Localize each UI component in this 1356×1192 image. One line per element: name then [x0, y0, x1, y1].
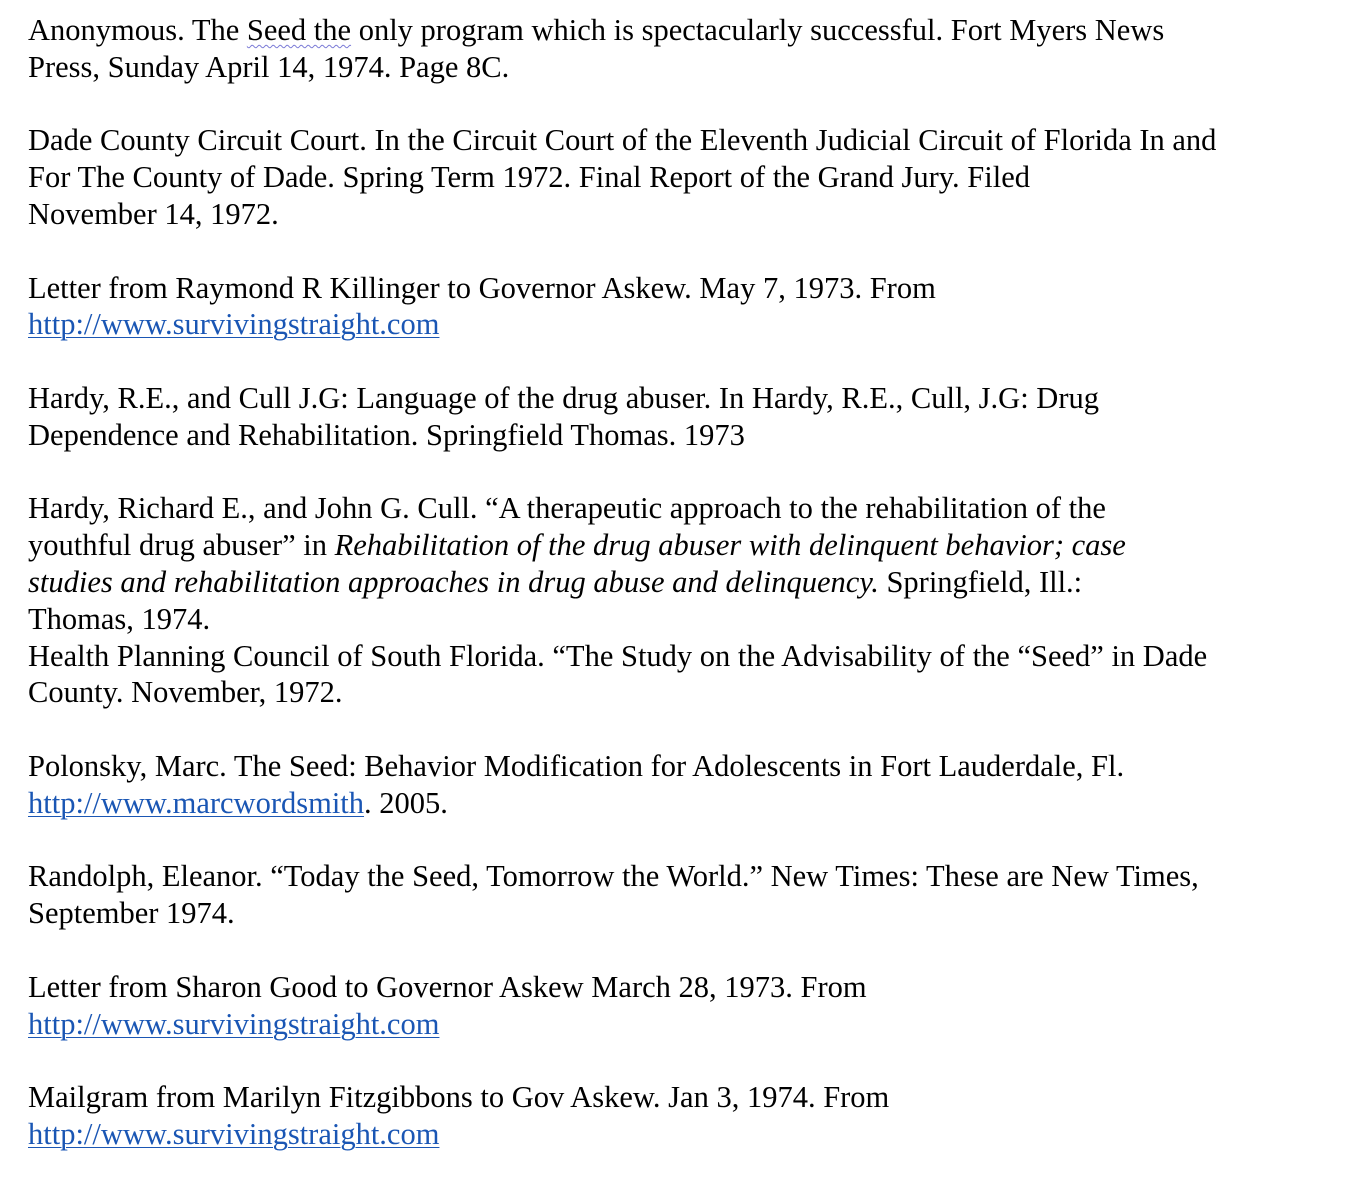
reference-good: [28, 969, 1338, 1043]
reference-line: For The County of Dade. Spring Term 1972. Final Report of the Grand Jury. Filed: [28, 160, 1030, 195]
reference-line: Press, Sunday April 14, 1974. Page 8C.: [28, 49, 510, 84]
spacer: [28, 86, 1338, 123]
surviving-straight-link[interactable]: http://www.survivingstraight.com: [28, 1006, 440, 1041]
reference-line: [28, 527, 1338, 564]
reference-dade: [28, 122, 1338, 232]
spacer: [28, 932, 1338, 969]
reference-anonymous: [28, 12, 1338, 86]
reference-line: [28, 306, 1338, 343]
reference-line: [28, 12, 1338, 49]
reference-line: [28, 1006, 1338, 1043]
reference-randolph: [28, 858, 1338, 932]
book-title: studies and rehabilitation approaches in drug abuse and delinquency.: [28, 564, 879, 599]
reference-line: Randolph, Eleanor. “Today the Seed, Tomorrow the World.” New Times: These are New Times,: [28, 859, 1199, 894]
spacer: [28, 233, 1338, 270]
reference-line: [28, 1116, 1338, 1153]
reference-hardy-1973: [28, 380, 1338, 454]
surviving-straight-link[interactable]: http://www.survivingstraight.com: [28, 307, 440, 342]
marcwordsmith-link[interactable]: http://www.marcwordsmith: [28, 785, 365, 820]
spacer: [28, 822, 1338, 859]
reference-line: Hardy, Richard E., and John G. Cull. “A therapeutic approach to the rehabilitation of the: [28, 491, 1106, 526]
spacer: [28, 711, 1338, 748]
reference-line: Letter from Sharon Good to Governor Askew March 28, 1973. From: [28, 969, 867, 1004]
reference-line: September 1974.: [28, 896, 235, 931]
reference-text: Anonymous. The: [28, 13, 247, 47]
reference-text: . 2005.: [364, 785, 448, 820]
reference-line: [28, 564, 1338, 601]
reference-text: only program which is spectacularly successful. Fort Myers News: [351, 13, 1165, 47]
spacer: [28, 1042, 1338, 1079]
spacer: [28, 343, 1338, 380]
reference-line: Hardy, R.E., and Cull J.G: Language of the drug abuser. In Hardy, R.E., Cull, J.G: Drug: [28, 380, 1099, 415]
reference-fitzgibbons: [28, 1079, 1338, 1153]
reference-line: Health Planning Council of South Florida. “The Study on the Advisability of the “Seed” in Dade: [28, 638, 1208, 673]
reference-line: Thomas, 1974.: [28, 601, 211, 636]
reference-line: [28, 785, 1338, 822]
reference-hardy-1974: [28, 490, 1338, 637]
reference-text: youthful drug abuser” in: [28, 528, 335, 563]
reference-health-planning: [28, 638, 1338, 712]
reference-line: Letter from Raymond R Killinger to Governor Askew. May 7, 1973. From: [28, 270, 936, 305]
reference-line: Dependence and Rehabilitation. Springfield Thomas. 1973: [28, 417, 745, 452]
references-list: [28, 12, 1338, 1153]
reference-killinger: [28, 270, 1338, 344]
book-title: Rehabilitation of the drug abuser with delinquent behavior; case: [334, 528, 1126, 563]
reference-polonsky: [28, 748, 1338, 822]
reference-text: Springfield, Ill.:: [878, 564, 1083, 599]
reference-line: Polonsky, Marc. The Seed: Behavior Modification for Adolescents in Fort Lauderdale, Fl.: [28, 748, 1125, 783]
spellcheck-flagged-text[interactable]: Seed the: [246, 13, 352, 47]
surviving-straight-link[interactable]: http://www.survivingstraight.com: [28, 1116, 440, 1151]
reference-line: Dade County Circuit Court. In the Circuit Court of the Eleventh Judicial Circuit of Florida In and: [28, 123, 1217, 158]
reference-line: Mailgram from Marilyn Fitzgibbons to Gov Askew. Jan 3, 1974. From: [28, 1080, 890, 1115]
reference-line: County. November, 1972.: [28, 675, 343, 710]
spacer: [28, 454, 1338, 491]
reference-line: November 14, 1972.: [28, 196, 279, 231]
